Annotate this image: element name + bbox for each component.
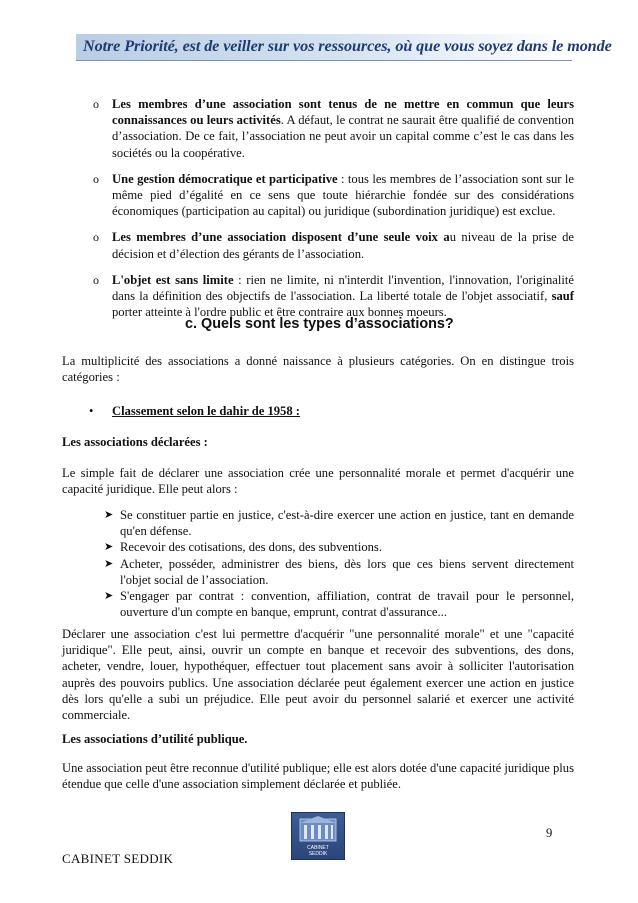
list-item-bold: Les membres d’une association disposent d’une seule voix a <box>112 230 450 245</box>
declared-title: Les associations déclarées : <box>62 435 208 449</box>
arrow-bullet-icon: ➤ <box>104 509 114 521</box>
circle-bullet-icon: o <box>93 230 99 245</box>
list-item <box>62 507 574 539</box>
company-logo <box>291 812 345 860</box>
public-paragraph: Une association peut être reconnue d'utilité publique; elle est alors dotée d'une capacité juridique plus étendue que celle d'une association simplement déclarée et publiée. <box>62 761 574 792</box>
list-item-bold: Les membres d’une association sont tenus de ne mettre en commun que leurs connaissances ou leurs activités <box>112 97 574 128</box>
circle-bullet-icon: o <box>93 171 99 186</box>
circle-bullet-icon: o <box>93 97 99 111</box>
declared-paragraph: Le simple fait de déclarer une association crée une personnalité morale et permet d'acquérir une capacité juridique. Elle peut alors : <box>62 466 574 497</box>
list-item-bold: L'objet est sans limite <box>112 272 234 287</box>
arrow-bullet-icon: ➤ <box>104 590 114 603</box>
list-item <box>62 96 574 161</box>
list-item-text: Se constituer partie en justice, c'est-à-dire exercer une action en justice, tant en demande qu'en défense. <box>120 508 574 539</box>
list-item <box>62 229 574 261</box>
logo-text-bottom: SEDDIK <box>308 851 328 857</box>
logo-text-top: CABINET <box>307 845 329 851</box>
list-item <box>62 272 574 321</box>
page-number: 9 <box>546 826 553 840</box>
list-item <box>62 556 574 588</box>
header-banner-text: Notre Priorité, est de veiller sur vos ressources, où que vous soyez dans le monde <box>83 37 612 55</box>
list-item-text: . A défaut, le contrat ne saurait être qualifié de convention d’association. De ce fait, l’association ne peut avoir un capital comme c’est le cas dans les sociétés ou la coopérative. <box>112 113 574 160</box>
classement-label: Classement selon le dahir de 1958 : <box>112 404 300 418</box>
intro-paragraph: La multiplicité des associations a donné naissance à plusieurs catégories. On en distingue trois catégories : <box>62 354 574 385</box>
list-item-bold: Une gestion démocratique et participative <box>112 171 338 186</box>
list-item-text: Acheter, posséder, administrer des biens, dès lors que ces biens servent directement l'objet social de l’association. <box>120 556 574 587</box>
list-item <box>62 588 574 620</box>
list-item-text: : rien ne limite, ni n'interdit l'invention, l'innovation, l'originalité dans la définition des objectifs de l'association. La liberté totale de l'objet associatif, <box>112 272 574 304</box>
footer-company: CABINET SEDDIK <box>62 851 174 866</box>
arrow-bullet-icon: ➤ <box>104 541 114 554</box>
dot-bullet-icon: • <box>89 404 94 418</box>
arrow-bullet-icon: ➤ <box>104 557 114 570</box>
list-item-bold: sauf <box>551 289 574 304</box>
section-heading: c. Quels sont les types d’associations? <box>185 316 454 332</box>
declare-paragraph: Déclarer une association c'est lui permettre d'acquérir "une personnalité morale" et une "capacité juridique". Elle peut, ainsi, ouvrir un compte en banque et recevoir des subventions, des dons, acheter, vendre, louer, hypothéquer, effectuer tout placement sans avoir à solliciter l'autorisation auprès des pouvoirs publics. Une association déclarée peut également exercer une action en justice dès lors qu'elle a subi un préjudice. Elle peut avoir du personnel salarié et exercer une activité commerciale. <box>62 627 574 723</box>
list-item <box>62 171 574 220</box>
list-item-text: : tous les membres de l’association sont sur le même pied d’égalité en ce sens que toute hiérarchie fondée sur des considérations économiques (participation au capital) ou juridique (subordination juridique) est exclue. <box>112 171 574 219</box>
circle-bullet-icon: o <box>93 272 99 287</box>
list-item-text: porter atteinte à l'ordre public et être contraire aux bonnes moeurs. <box>112 305 447 320</box>
list-item-text: S'engager par contrat : convention, affiliation, contrat de travail pour le personnel, ouverture d'un compte en banque, emprunt, contrat d'assurance... <box>120 589 574 620</box>
intro-list <box>62 96 574 320</box>
list-item <box>62 539 574 555</box>
list-item-text: Recevoir des cotisations, des dons, des subventions. <box>120 540 382 555</box>
public-title: Les associations d’utilité publique. <box>62 732 248 746</box>
list-item-text: u niveau de la prise de décision et d’élection des gérants de l’association. <box>112 230 574 261</box>
capacity-list <box>62 507 574 620</box>
